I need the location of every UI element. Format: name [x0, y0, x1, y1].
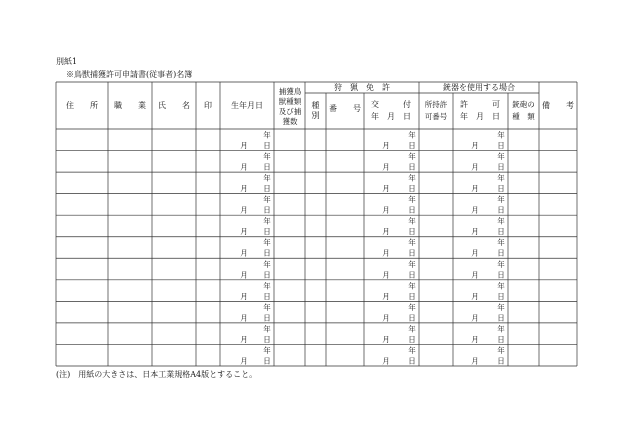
date-month-mark: 月 — [471, 184, 479, 194]
date-month-mark: 月 — [240, 227, 248, 237]
header-possession-permit-1: 所持許 — [424, 100, 448, 109]
header-seal: 印 — [204, 101, 212, 110]
date-month-mark: 月 — [240, 162, 248, 172]
date-month-mark: 月 — [382, 270, 390, 280]
date-month-mark: 月 — [471, 313, 479, 323]
date-year-mark: 年 — [263, 173, 271, 183]
header-license-group: 狩 猟 免 許 — [334, 83, 390, 92]
date-month-mark: 月 — [382, 141, 390, 150]
date-day-mark: 日 — [263, 248, 271, 258]
form-title: ※鳥獣捕獲許可申請書(従事者)名簿 — [66, 70, 193, 79]
date-month-mark: 月 — [471, 162, 479, 172]
header-license-type-2: 別 — [311, 111, 320, 120]
header-gun-type-2: 種 類 — [512, 112, 535, 121]
date-month-mark: 月 — [240, 270, 248, 280]
header-species-line3: 及び捕 — [278, 107, 302, 116]
header-occupation: 職 業 — [114, 101, 146, 110]
date-day-mark: 日 — [408, 141, 416, 150]
date-year-mark: 年 — [263, 130, 271, 140]
date-year-mark: 年 — [263, 259, 271, 269]
date-year-mark: 年 — [408, 324, 416, 334]
date-year-mark: 年 — [408, 195, 416, 205]
date-month-mark: 月 — [240, 356, 248, 366]
date-year-mark: 年 — [497, 259, 505, 269]
date-year-mark: 年 — [408, 152, 416, 162]
date-month-mark: 月 — [382, 248, 390, 258]
date-year-mark: 年 — [263, 345, 271, 355]
header-species-line1: 捕獲鳥 — [278, 87, 302, 96]
date-day-mark: 日 — [408, 356, 416, 366]
header-birthdate: 生年月日 — [231, 101, 263, 110]
date-day-mark: 日 — [263, 141, 271, 150]
header-permit-date: 許 可 — [460, 100, 500, 109]
date-month-mark: 月 — [382, 291, 390, 301]
date-month-mark: 月 — [382, 313, 390, 323]
header-possession-permit-2: 可番号 — [424, 112, 448, 121]
date-day-mark: 日 — [408, 184, 416, 194]
date-month-mark: 月 — [240, 248, 248, 258]
date-day-mark: 日 — [497, 141, 505, 150]
date-year-mark: 年 — [408, 238, 416, 248]
header-license-issue: 交 付 — [371, 100, 411, 109]
date-month-mark: 月 — [240, 205, 248, 215]
date-day-mark: 日 — [408, 248, 416, 258]
date-year-mark: 年 — [408, 281, 416, 291]
header-license-number: 番 号 — [329, 104, 361, 113]
date-month-mark: 月 — [382, 334, 390, 344]
date-year-mark: 年 — [408, 130, 416, 140]
date-day-mark: 日 — [263, 313, 271, 323]
date-day-mark: 日 — [497, 184, 505, 194]
date-month-mark: 月 — [382, 227, 390, 237]
date-year-mark: 年 — [497, 238, 505, 248]
date-day-mark: 日 — [263, 356, 271, 366]
date-day-mark: 日 — [497, 334, 505, 344]
date-year-mark: 年 — [408, 216, 416, 226]
date-month-mark: 月 — [382, 184, 390, 194]
date-year-mark: 年 — [263, 152, 271, 162]
date-year-mark: 年 — [408, 259, 416, 269]
date-day-mark: 日 — [408, 313, 416, 323]
date-month-mark: 月 — [471, 248, 479, 258]
date-day-mark: 日 — [497, 248, 505, 258]
date-day-mark: 日 — [263, 334, 271, 344]
date-day-mark: 日 — [408, 270, 416, 280]
date-day-mark: 日 — [408, 227, 416, 237]
date-year-mark: 年 — [497, 302, 505, 312]
header-gun-type-1: 銃砲の — [512, 100, 535, 109]
date-day-mark: 日 — [408, 334, 416, 344]
date-month-mark: 月 — [240, 184, 248, 194]
date-year-mark: 年 — [263, 216, 271, 226]
table-body — [56, 130, 577, 366]
date-month-mark: 月 — [471, 356, 479, 366]
date-day-mark: 日 — [263, 162, 271, 172]
date-month-mark: 月 — [471, 334, 479, 344]
attachment-label: 別紙1 — [56, 57, 78, 66]
date-month-mark: 月 — [240, 313, 248, 323]
header-species-line4: 獲数 — [282, 117, 298, 126]
header-remarks: 備 考 — [542, 101, 574, 110]
date-day-mark: 日 — [263, 184, 271, 194]
date-month-mark: 月 — [471, 270, 479, 280]
date-year-mark: 年 — [263, 195, 271, 205]
date-year-mark: 年 — [497, 281, 505, 291]
header-address: 住 所 — [66, 101, 98, 110]
date-day-mark: 日 — [497, 291, 505, 301]
date-day-mark: 日 — [263, 205, 271, 215]
date-year-mark: 年 — [408, 345, 416, 355]
date-day-mark: 日 — [408, 162, 416, 172]
date-month-mark: 月 — [382, 356, 390, 366]
footer-note: (注) 用紙の大きさは、日本工業規格A4版とすること。 — [56, 370, 258, 379]
header-license-issue-date: 年 月 日 — [371, 112, 411, 121]
date-day-mark: 日 — [497, 162, 505, 172]
header-firearm-group: 銃器を使用する場合 — [443, 83, 515, 92]
date-month-mark: 月 — [382, 205, 390, 215]
date-year-mark: 年 — [497, 345, 505, 355]
date-day-mark: 日 — [497, 205, 505, 215]
date-year-mark: 年 — [497, 324, 505, 334]
date-year-mark: 年 — [497, 195, 505, 205]
header-species-line2: 獣種類 — [278, 97, 302, 106]
date-year-mark: 年 — [263, 302, 271, 312]
date-year-mark: 年 — [497, 130, 505, 140]
date-month-mark: 月 — [471, 291, 479, 301]
date-day-mark: 日 — [497, 227, 505, 237]
date-year-mark: 年 — [408, 173, 416, 183]
date-month-mark: 月 — [240, 291, 248, 301]
date-day-mark: 日 — [408, 205, 416, 215]
date-year-mark: 年 — [263, 324, 271, 334]
header-name: 氏 名 — [158, 101, 190, 110]
date-month-mark: 月 — [382, 162, 390, 172]
date-month-mark: 月 — [471, 141, 479, 150]
date-month-mark: 月 — [471, 205, 479, 215]
date-day-mark: 日 — [497, 356, 505, 366]
header-permit-date-ymd: 年 月 日 — [460, 112, 500, 121]
date-day-mark: 日 — [497, 270, 505, 280]
header-license-type-1: 種 — [311, 101, 320, 110]
date-day-mark: 日 — [263, 291, 271, 301]
date-year-mark: 年 — [497, 173, 505, 183]
date-day-mark: 日 — [497, 313, 505, 323]
date-month-mark: 月 — [471, 227, 479, 237]
date-year-mark: 年 — [497, 216, 505, 226]
date-year-mark: 年 — [263, 238, 271, 248]
date-year-mark: 年 — [263, 281, 271, 291]
date-month-mark: 月 — [240, 141, 248, 150]
date-day-mark: 日 — [408, 291, 416, 301]
date-day-mark: 日 — [263, 270, 271, 280]
date-month-mark: 月 — [240, 334, 248, 344]
date-year-mark: 年 — [408, 302, 416, 312]
date-day-mark: 日 — [263, 227, 271, 237]
date-year-mark: 年 — [497, 152, 505, 162]
